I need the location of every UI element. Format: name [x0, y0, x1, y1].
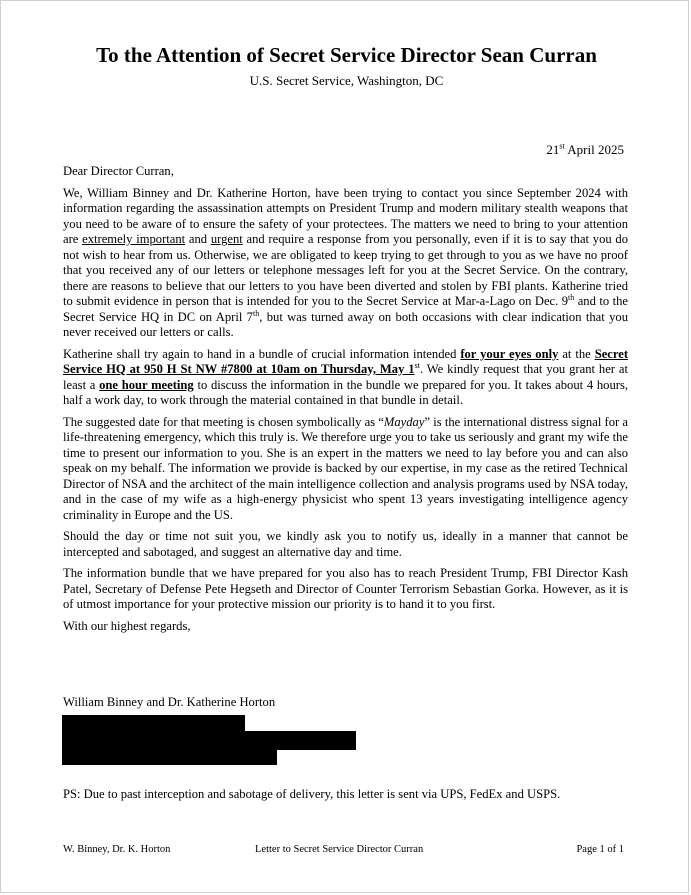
p2-text-1: Katherine shall try again to hand in a bundle of crucial information intended	[63, 346, 461, 361]
p1-sup-2: th	[252, 308, 260, 318]
paragraph-1	[63, 186, 628, 341]
p2-text-4: to discuss the information in the bundle we prepared for you. It takes about 4 hours, half a work day, to work through the material contained in that bundle in detail.	[63, 377, 628, 407]
p1-text-5: , but was turned away on both occasions with clear indication that you never received our letters or calls.	[63, 309, 628, 339]
p3-text-1: The suggested date for that meeting is chosen symbolically as “	[63, 414, 384, 429]
paragraph-5: The information bundle that we have prepared for you also has to reach President Trump, FBI Director Kash Patel, Secretary of Defense Pete Hegseth and Director of Counter Terrorism Sebastian Gorka. However, as it is of utmost importance for your protective mission our priority is to hand it to you first.	[63, 566, 628, 611]
salutation: Dear Director Curran,	[63, 164, 174, 178]
p1-text-1: We, William Binney and Dr. Katherine Horton, have been trying to contact you since September 2024 with information regarding the assassination attempts on President Trump and modern military stealth weapons that you need to be aware of to ensure the safety of your protectees. The matters we need to bring to your attention are	[63, 185, 628, 246]
postscript: PS: Due to past interception and sabotage of delivery, this letter is sent via UPS, FedEx and USPS.	[63, 787, 561, 801]
paragraph-3	[63, 415, 628, 524]
p1-text-3: and require a response from you personally, even if it is to say that you do not wish to hear from us. Otherwise, we are obligated to keep trying to get through to you as we have no proof that you received any of our letters or telephone messages left for you at the Secret Service. On the contrary, there are reasons to believe that our letters to you have been diverted and stolen by FBI plants. Katherine tried to submit evidence in person that is intended for you to the Secret Service at Mar-a-Lago on Dec. 9	[63, 232, 628, 308]
signature-names: William Binney and Dr. Katherine Horton	[63, 695, 276, 709]
p1-underline-1: extremely important	[82, 232, 186, 246]
letter-subtitle: U.S. Secret Service, Washington, DC	[249, 73, 444, 88]
p1-underline-2: urgent	[210, 232, 243, 246]
date-rest: April 2025	[564, 142, 624, 157]
footer-subject: Letter to Secret Service Director Curran	[255, 844, 424, 855]
p2-bold-underline-3: one hour meeting	[99, 377, 194, 392]
letter-title: To the Attention of Secret Service Director Sean Curran	[96, 43, 597, 67]
p2-text-2: at the	[558, 346, 595, 361]
p2-bold-underline-1: for your eyes only	[460, 346, 559, 361]
letter-body	[63, 164, 628, 640]
letter-date	[546, 142, 624, 158]
p3-text-2: ” is the international distress signal for a life-threatening emergency, which this truly is. We therefore urge you to take us seriously and grant my wife the time to present our information to you. She is an expert in the matters we need to lay before you and can also speak on my behalf. The information we provide is backed by our expertise, in my case as the retired Technical Director of NSA and the architect of the main intelligence collection and analysis programs used by NSA today, and in the case of my wife as a high-energy physicist who spent 13 years investigating intelligence agency criminality in Europe and the US.	[63, 414, 628, 522]
p3-italic-1: Mayday	[383, 414, 425, 429]
p1-sup-1: th	[568, 292, 575, 302]
footer-page-number: Page 1 of 1	[576, 844, 624, 855]
p2-text-3: . We kindly request that you grant her at least a	[63, 362, 628, 392]
footer-authors: W. Binney, Dr. K. Horton	[63, 844, 171, 855]
p1-text-4: and to the Secret Service HQ in DC on April 7	[63, 294, 628, 324]
paragraph-4: Should the day or time not suit you, we kindly ask you to notify us, ideally in a manner that cannot be intercepted and sabotaged, and suggest an alternative day and time.	[63, 529, 628, 559]
p2-bold-underline-2: Secret Service HQ at 950 H St NW #7800 at 10am on Thursday, May 1	[63, 346, 629, 376]
closing: With our highest regards,	[63, 618, 191, 633]
paragraph-2	[63, 347, 628, 409]
p1-text-2: and	[185, 232, 211, 246]
date-day-suffix: st	[559, 141, 565, 151]
p2-sup-1: st	[414, 360, 420, 370]
redaction-block	[62, 748, 277, 765]
date-day: 21	[546, 142, 560, 157]
